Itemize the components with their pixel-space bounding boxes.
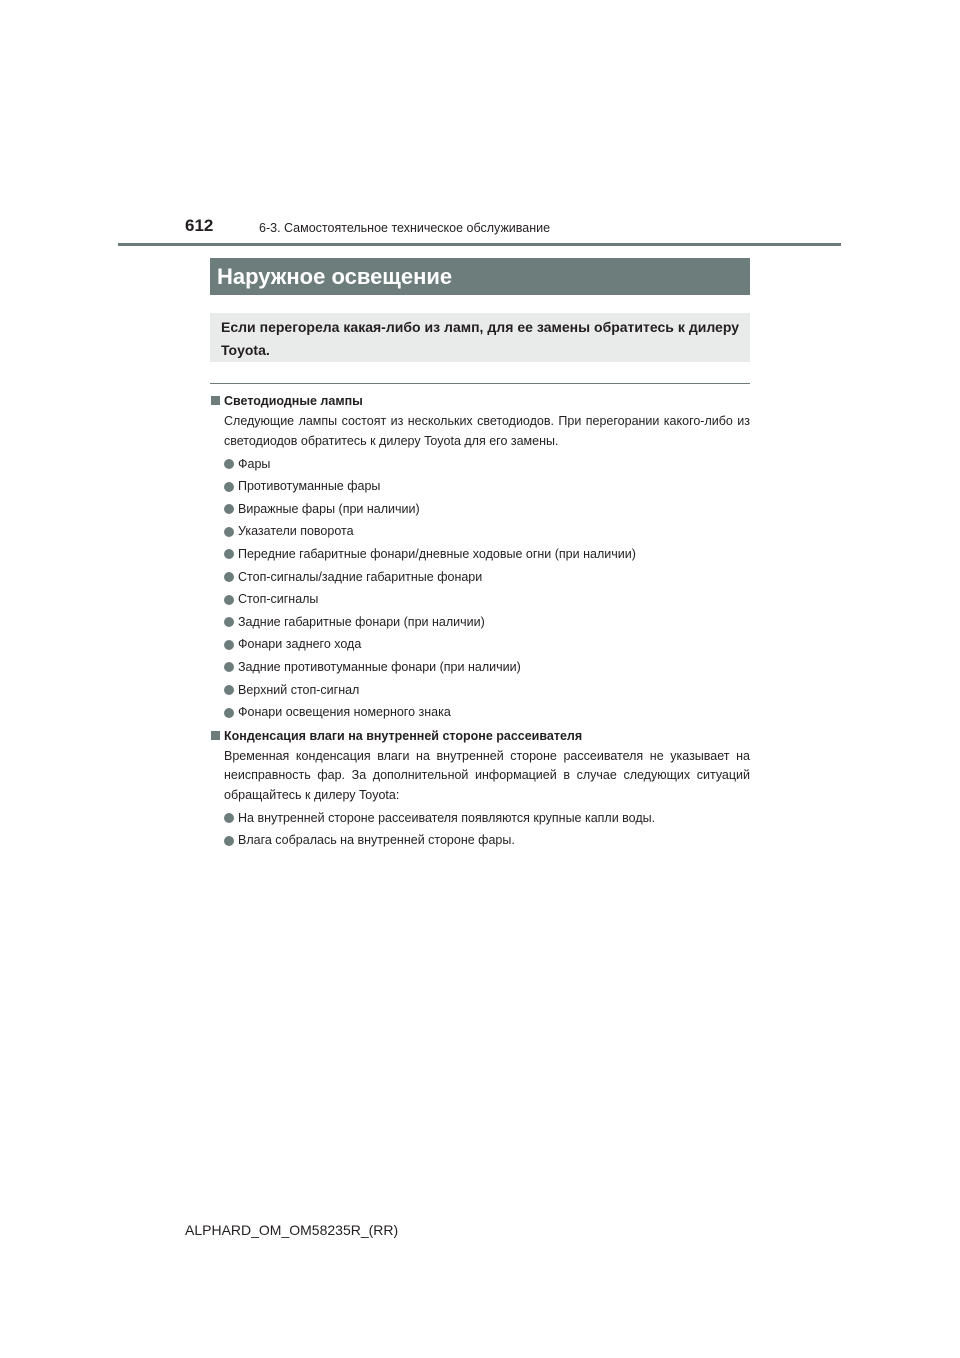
bullet-dot-icon <box>224 572 234 582</box>
bullet-dot-icon <box>224 459 234 469</box>
bullet-dot-icon <box>224 685 234 695</box>
bullet-dot-icon <box>224 708 234 718</box>
list-item-text: Задние габаритные фонари (при наличии) <box>238 614 485 629</box>
list-item <box>224 477 750 496</box>
content <box>210 391 750 850</box>
section-heading-text: Светодиодные лампы <box>224 394 363 408</box>
section-heading-text: Конденсация влаги на внутренней стороне рассеивателя <box>224 728 583 743</box>
content-divider <box>210 383 750 384</box>
bullet-list <box>210 809 750 851</box>
list-item <box>224 590 750 609</box>
list-item-text: Фонари заднего хода <box>238 637 362 652</box>
summary-box: Если перегорела какая-либо из ламп, для ее замены обратитесь к дилеру Toyota. <box>210 313 750 362</box>
list-item-text: Фары <box>238 456 271 471</box>
header-divider <box>118 243 841 246</box>
list-item-text: На внутренней стороне рассеивателя появляются крупные капли воды. <box>238 810 656 825</box>
page-title: Наружное освещение <box>210 258 750 295</box>
list-item <box>224 455 750 474</box>
section-reference: 6-3. Самостоятельное техническое обслуживание <box>259 221 551 235</box>
list-item-text: Указатели поворота <box>238 524 354 539</box>
section-heading <box>210 726 750 746</box>
list-item-text: Влага собралась на внутренней стороне фары. <box>238 833 515 848</box>
bullet-dot-icon <box>224 482 234 492</box>
list-item <box>224 568 750 587</box>
section-paragraph: Следующие лампы состоят из нескольких светодиодов. При перегорании какого-либо из светодиодов обратитесь к дилеру Toyota для его замены. <box>224 414 750 448</box>
square-bullet-icon <box>211 731 220 740</box>
list-item <box>224 703 750 722</box>
bullet-dot-icon <box>224 813 234 823</box>
list-item <box>224 500 750 519</box>
list-item-text: Стоп-сигналы <box>238 592 319 607</box>
list-item-text: Задние противотуманные фонари (при наличии) <box>238 659 521 674</box>
bullet-dot-icon <box>224 617 234 627</box>
section-paragraph: Временная конденсация влаги на внутренней стороне рассеивателя не указывает на неисправность фар. За дополнительной информацией в случае следующих ситуаций обращайтесь к дилеру Toyota: <box>224 748 750 802</box>
bullet-dot-icon <box>224 595 234 605</box>
list-item-text: Стоп-сигналы/задние габаритные фонари <box>238 569 483 584</box>
list-item-text: Верхний стоп-сигнал <box>238 682 360 697</box>
bullet-dot-icon <box>224 662 234 672</box>
bullet-dot-icon <box>224 549 234 559</box>
list-item <box>224 809 750 828</box>
list-item <box>224 545 750 564</box>
bullet-dot-icon <box>224 836 234 846</box>
bullet-dot-icon <box>224 527 234 537</box>
page-number: 612 <box>185 216 214 235</box>
bullet-list <box>210 455 750 723</box>
list-item <box>224 613 750 632</box>
list-item <box>224 681 750 700</box>
document-footer: ALPHARD_OM_OM58235R_(RR) <box>185 1222 399 1238</box>
list-item <box>224 658 750 677</box>
list-item-text: Противотуманные фары <box>238 479 381 494</box>
list-item-text: Виражные фары (при наличии) <box>238 501 420 516</box>
list-item <box>224 522 750 541</box>
bullet-dot-icon <box>224 640 234 650</box>
section-condensation <box>210 726 750 851</box>
square-bullet-icon <box>211 396 220 405</box>
list-item <box>224 635 750 654</box>
list-item-text: Передние габаритные фонари/дневные ходовые огни (при наличии) <box>238 546 636 561</box>
section-led <box>210 391 750 722</box>
list-item-text: Фонари освещения номерного знака <box>238 705 451 720</box>
bullet-dot-icon <box>224 504 234 514</box>
section-heading <box>210 391 750 411</box>
list-item <box>224 831 750 850</box>
